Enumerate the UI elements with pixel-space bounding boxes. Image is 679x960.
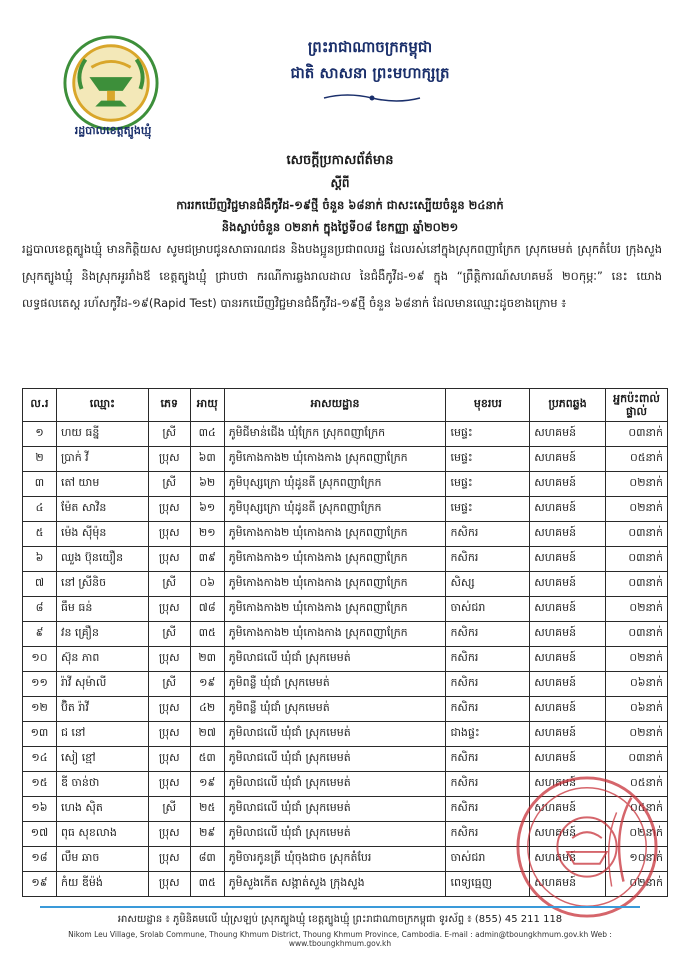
occupation-cell: មេផ្ទះ [446,422,530,447]
contacts-cell: ០៣នាក់ [606,522,668,547]
person-name: សៀ ខ្មៅ [56,747,148,772]
contacts-cell: ០៥នាក់ [606,797,668,822]
address-cell: ភូមិកោងកាង២ ឃុំកោងកាង ស្រុកពញាក្រែក [224,522,446,547]
person-name: ធឹម ធន់ [56,597,148,622]
table-row [23,497,668,522]
age-cell: ៣៥ [190,622,224,647]
person-name: ឈួង ប៊ុនយឿន [56,547,148,572]
occupation-cell: កសិករ [446,797,530,822]
person-name: ម៉ែត សាវិន [56,497,148,522]
age-cell: ៨៣ [190,847,224,872]
sex-cell: ប្រុស [148,747,190,772]
person-name: ពុធ សុខលាង [56,822,148,847]
age-cell: ០៦ [190,572,224,597]
address-cell: ភូមិកោងកាង២ ឃុំកោងកាង ស្រុកពញាក្រែក [224,572,446,597]
contacts-cell: ០៦នាក់ [606,672,668,697]
address-cell: ភូមិបុស្សក្រោ ឃុំដូនតី ស្រុកពញាក្រែក [224,472,446,497]
age-cell: ១៩ [190,772,224,797]
address-cell: ភូមិចារកូនត្រី ឃុំចុងជាច ស្រុកតំបែរ [224,847,446,872]
occupation-cell: ជាងផ្ទះ [446,722,530,747]
row-number: ៣ [23,472,57,497]
source-cell: សហគមន៍ [530,497,606,522]
contacts-cell: ០៥នាក់ [606,447,668,472]
source-cell: សហគមន៍ [530,797,606,822]
age-cell: ២៥ [190,797,224,822]
age-cell: ៣៩ [190,547,224,572]
letterhead [0,0,679,138]
table-row [23,622,668,647]
col-header-address: អាសយដ្ឋាន [224,389,446,422]
person-name: វន គ្រឿន [56,622,148,647]
footer-address-en: Nikom Leu Village, Srolab Commune, Thoung Khmum District, Thoung Khmum Province, Cambodia. E-mail : admin@tboungkhmum.gov.kh Web : www.tboungkhmum.gov.kh [68,930,612,948]
person-name: ម៉េង ស៊ីម៉ុន [56,522,148,547]
address-cell: ភូមិកោងកាង២ ឃុំកោងកាង ស្រុកពញាក្រែក [224,447,446,472]
sex-cell: ស្រី [148,472,190,497]
source-cell: សហគមន៍ [530,647,606,672]
occupation-cell: កសិករ [446,547,530,572]
source-cell: សហគមន៍ [530,622,606,647]
person-name: ស៊ុន ភាព [56,647,148,672]
address-cell: ភូមិពន្លឺ ឃុំជាំ ស្រុកមេមត់ [224,672,446,697]
address-cell: ភូមិកោងកាង១ ឃុំកោងកាង ស្រុកពញាក្រែក [224,547,446,572]
ornament-divider [322,90,422,106]
table-row [23,422,668,447]
source-cell: សហគមន៍ [530,722,606,747]
person-name: ឌី ចាន់ថា [56,772,148,797]
age-cell: ២៩ [190,822,224,847]
occupation-cell: កសិករ [446,522,530,547]
contacts-cell: ០៦នាក់ [606,697,668,722]
age-cell: ២៧ [190,722,224,747]
sex-cell: ប្រុស [148,697,190,722]
contacts-cell: ០៣នាក់ [606,572,668,597]
title-line-2: ស្តីពី [330,176,350,190]
age-cell: ៣៥ [190,872,224,897]
age-cell: ១៩ [190,672,224,697]
col-header-sex: ភេទ [148,389,190,422]
address-cell: ភូមិលាជលើ ឃុំជាំ ស្រុកមេមត់ [224,772,446,797]
occupation-cell: ចាស់ជរា [446,597,530,622]
row-number: ១៣ [23,722,57,747]
source-cell: សហគមន៍ [530,572,606,597]
occupation-cell: មេផ្ទះ [446,447,530,472]
source-cell: សហគមន៍ [530,472,606,497]
age-cell: ៧៨ [190,597,224,622]
person-name: រ៉ាវី សុម៉ាលី [56,672,148,697]
contacts-cell: ០៣នាក់ [606,547,668,572]
row-number: ៤ [23,497,57,522]
sex-cell: ប្រុស [148,822,190,847]
contacts-cell: ១០នាក់ [606,847,668,872]
table-row [23,722,668,747]
source-cell: សហគមន៍ [530,597,606,622]
age-cell: ២៣ [190,647,224,672]
col-header-no: ល.រ [23,389,57,422]
footer-address-km: អាសយដ្ឋាន ៖ ភូមិនិគមលើ ឃុំស្រឡប់ ស្រុកត្បូងឃ្មុំ ខេត្តត្បូងឃ្មុំ ព្រះរាជាណាចក្រកម្ពុជា ទូរស័ព្ទ ៖ (855) 45 211 118 [117,914,563,925]
age-cell: ២១ [190,522,224,547]
source-cell: សហគមន៍ [530,697,606,722]
occupation-cell: ពេទ្យធ្មេញ [446,872,530,897]
row-number: ៥ [23,522,57,547]
contacts-cell: ០២នាក់ [606,597,668,622]
table-row [23,547,668,572]
title-line-4: និងស្លាប់ចំនួន ០២នាក់ ក្នុងថ្ងៃទី០៨ ខែកញ្ញា ឆ្នាំ២០២១ [221,220,459,234]
row-number: ១៨ [23,847,57,872]
table-header-row [23,389,668,422]
source-cell: សហគមន៍ [530,772,606,797]
table-row [23,647,668,672]
official-stamp [513,773,661,921]
age-cell: ៦១ [190,497,224,522]
occupation-cell: កសិករ [446,672,530,697]
row-number: ១២ [23,697,57,722]
national-motto: ជាតិ សាសនា ព្រះមហាក្សត្រ [290,64,450,82]
age-cell: ៥៣ [190,747,224,772]
person-name: ហយ ធន្នី [56,422,148,447]
source-cell: សហគមន៍ [530,822,606,847]
occupation-cell: សិស្ស [446,572,530,597]
address-cell: ភូមិលាជលើ ឃុំជាំ ស្រុកមេមត់ [224,722,446,747]
sex-cell: ប្រុស [148,447,190,472]
person-name: តៅ យាម [56,472,148,497]
address-cell: ភូមិលាជលើ ឃុំជាំ ស្រុកមេមត់ [224,647,446,672]
row-number: ១៦ [23,797,57,822]
source-cell: សហគមន៍ [530,747,606,772]
source-cell: សហគមន៍ [530,847,606,872]
col-header-age: អាយុ [190,389,224,422]
row-number: ១៧ [23,822,57,847]
table-row [23,522,668,547]
col-header-occupation: មុខរបរ [446,389,530,422]
address-cell: ភូមិលាជលើ ឃុំជាំ ស្រុកមេមត់ [224,747,446,772]
kingdom-heading [240,34,500,86]
sex-cell: ស្រី [148,622,190,647]
person-name: លឹម ឆាច [56,847,148,872]
person-name: នៅ ស្រីនិច [56,572,148,597]
sex-cell: ប្រុស [148,722,190,747]
row-number: ៦ [23,547,57,572]
provincial-emblem-icon [62,34,160,132]
occupation-cell: ចាស់ជរា [446,847,530,872]
table-row [23,472,668,497]
row-number: ៩ [23,622,57,647]
col-header-source: ប្រភពឆ្លង [530,389,606,422]
contacts-cell: ០២នាក់ [606,822,668,847]
occupation-cell: មេផ្ទះ [446,497,530,522]
table-row [23,597,668,622]
age-cell: ៦២ [190,472,224,497]
row-number: ១៩ [23,872,57,897]
source-cell: សហគមន៍ [530,522,606,547]
person-name: ហេង ស៊ិត [56,797,148,822]
sex-cell: ស្រី [148,797,190,822]
announcement-title [60,150,620,238]
contacts-cell: ០៣នាក់ [606,622,668,647]
row-number: ១៤ [23,747,57,772]
person-name: កំយ ឌីម៉ង់ [56,872,148,897]
table-row [23,697,668,722]
address-cell: ភូមិសួងកើត សង្កាត់សួង ក្រុងសួង [224,872,446,897]
occupation-cell: កសិករ [446,697,530,722]
source-cell: សហគមន៍ [530,422,606,447]
contacts-cell: ០២នាក់ [606,497,668,522]
col-header-contacts: អ្នកប៉ះពាល់ផ្ទាល់ [606,389,668,422]
col-header-name: ឈ្មោះ [56,389,148,422]
address-cell: ភូមិពន្លឺ ឃុំជាំ ស្រុកមេមត់ [224,697,446,722]
age-cell: ៦៣ [190,447,224,472]
row-number: ១១ [23,672,57,697]
sex-cell: ប្រុស [148,497,190,522]
footer-divider [40,906,640,908]
row-number: ៨ [23,597,57,622]
row-number: ២ [23,447,57,472]
title-line-1: សេចក្តីប្រកាសព័ត៌មាន [286,153,394,168]
contacts-cell: ០២នាក់ [606,722,668,747]
sex-cell: ប្រុស [148,597,190,622]
source-cell: សហគមន៍ [530,672,606,697]
address-cell: ភូមិជីមាន់ជើង ឃុំក្រែក ស្រុកពញាក្រែក [224,422,446,447]
person-name: ជ នៅ [56,722,148,747]
sex-cell: ប្រុស [148,847,190,872]
occupation-cell: កសិករ [446,647,530,672]
address-cell: ភូមិកោងកាង២ ឃុំកោងកាង ស្រុកពញាក្រែក [224,597,446,622]
row-number: ៧ [23,572,57,597]
address-cell: ភូមិបុស្សក្រោ ឃុំដូនតី ស្រុកពញាក្រែក [224,497,446,522]
sex-cell: ប្រុស [148,872,190,897]
occupation-cell: កសិករ [446,622,530,647]
age-cell: ៤២ [190,697,224,722]
row-number: ១៥ [23,772,57,797]
kingdom-name: ព្រះរាជាណាចក្រកម្ពុជា [307,38,433,56]
sex-cell: ស្រី [148,422,190,447]
occupation-cell: មេផ្ទះ [446,472,530,497]
sex-cell: ប្រុស [148,772,190,797]
sex-cell: ស្រី [148,672,190,697]
occupation-cell: កសិករ [446,747,530,772]
sex-cell: ប្រុស [148,647,190,672]
sex-cell: ប្រុស [148,547,190,572]
contacts-cell: ០៣នាក់ [606,422,668,447]
occupation-cell: កសិករ [446,772,530,797]
age-cell: ៣៤ [190,422,224,447]
table-row [23,747,668,772]
table-row [23,447,668,472]
sex-cell: ប្រុស [148,522,190,547]
contacts-cell: ០២នាក់ [606,472,668,497]
occupation-cell: កសិករ [446,822,530,847]
source-cell: សហគមន៍ [530,547,606,572]
contacts-cell: ០២នាក់ [606,872,668,897]
person-name: ប្រាក់ វី [56,447,148,472]
row-number: ១០ [23,647,57,672]
sex-cell: ស្រី [148,572,190,597]
address-cell: ភូមិលាជលើ ឃុំជាំ ស្រុកមេមត់ [224,797,446,822]
address-cell: ភូមិលាជលើ ឃុំជាំ ស្រុកមេមត់ [224,822,446,847]
row-number: ១ [23,422,57,447]
contacts-cell: ០៣នាក់ [606,747,668,772]
table-row [23,672,668,697]
table-row [23,572,668,597]
source-cell: សហគមន៍ [530,447,606,472]
person-name: ប៊ិត រ៉ាវី [56,697,148,722]
title-line-3: ការរកឃើញវិជ្ជមានជំងឺកូវីដ-១៩ថ្មី ចំនួន ៦៨នាក់ ជាសះស្បើយចំនួន ២៤នាក់ [176,198,504,212]
address-cell: ភូមិកោងកាង២ ឃុំកោងកាង ស្រុកពញាក្រែក [224,622,446,647]
announcement-body: រដ្ឋបាលខេត្តត្បូងឃ្មុំ មានកិត្តិយស សូមជម្រាបជូនសាធារណជន និងបងប្អូនប្រជាពលរដ្ឋ ដែលរស់នៅក្នុងស្រុកពញាក្រែក ស្រុកមេមត់ ស្រុកតំបែរ ក្រុងសួង ស្រុកត្បូងឃ្មុំ និងស្រុកអូររាំងឪ ខេត្តត្បូងឃ្មុំ ជ្រាបថា ករណីការឆ្លងរាលដាល នៃជំងឺកូវីដ-១៩ ក្នុង “ព្រឹត្តិការណ៍សហគមន៍ ២០កុម្ភៈ” នេះ យោងលទ្ធផលតេស្ត រហ័សកូវីដ-១៩(Rapid Test) បានរកឃើញវិជ្ជមានជំងឺកូវីដ-១៩ថ្មី ចំនួន ៦៨នាក់ ដែលមានឈ្មោះដូចខាងក្រោម ៖ [22,242,662,310]
contacts-cell: ០៥នាក់ [606,772,668,797]
contacts-cell: ០២នាក់ [606,647,668,672]
organization-name: រដ្ឋបាលខេត្តត្បូងឃ្មុំ [74,124,152,137]
source-cell: សហគមន៍ [530,872,606,897]
